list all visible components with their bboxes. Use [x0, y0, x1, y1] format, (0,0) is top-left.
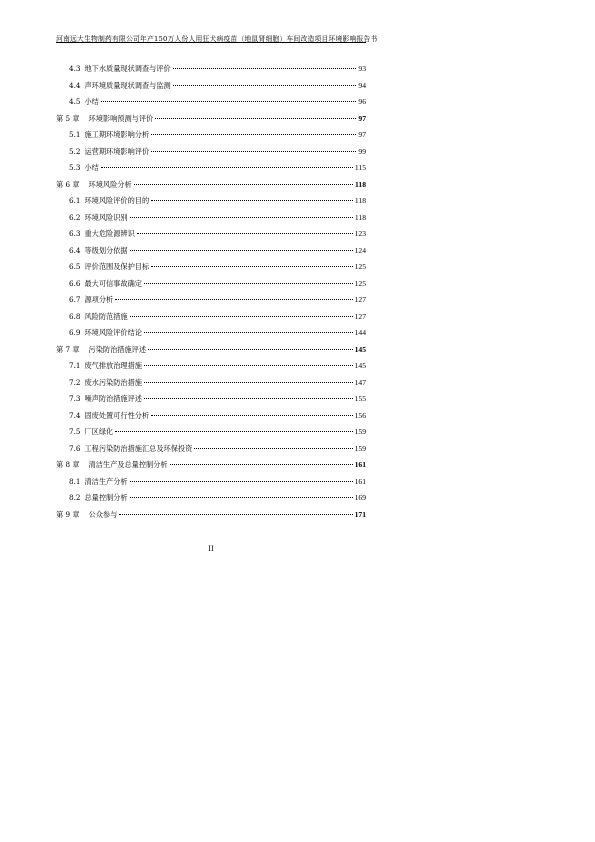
toc-entry-page: 118	[355, 179, 366, 189]
toc-entry-title: 环境风险分析	[88, 179, 132, 189]
toc-entry-number: 7.5	[69, 427, 81, 436]
toc-entry-number: 6.7	[69, 295, 81, 304]
toc-entry-page: 125	[354, 262, 366, 271]
toc-entry-title: 重大危险源辨识	[84, 229, 135, 238]
toc-chapter-entry[interactable]	[56, 457, 366, 474]
toc-entry-number: 6.5	[69, 262, 81, 271]
header-divider	[56, 42, 366, 43]
toc-entry-page: 159	[354, 443, 366, 453]
toc-entry-number: 4.4	[69, 80, 81, 90]
toc-dot-leader	[115, 431, 352, 432]
toc-section-entry[interactable]	[56, 375, 366, 392]
toc-entry-number: 4.3	[69, 64, 81, 73]
toc-section-entry[interactable]	[56, 424, 366, 441]
toc-entry-title: 总量控制分析	[84, 493, 128, 502]
toc-entry-page: 171	[354, 509, 366, 519]
toc-section-entry[interactable]	[56, 243, 366, 260]
page-number: II	[208, 545, 214, 553]
page-header: 河南远大生物制药有限公司年产150万人份人用狂犬病疫苗（地鼠肾细胞）车间改造项目环境影响报告书	[56, 35, 378, 43]
toc-entry-title: 环境风险识别	[84, 212, 128, 222]
toc-entry-title: 等级划分依据	[84, 245, 128, 255]
toc-section-entry[interactable]	[56, 441, 366, 458]
toc-entry-title: 清洁生产及总量控制分析	[88, 460, 168, 469]
toc-section-entry[interactable]	[56, 127, 366, 144]
toc-entry-page: 147	[354, 377, 366, 387]
toc-dot-leader	[144, 382, 353, 383]
toc-entry-page: 155	[354, 394, 366, 403]
toc-entry-page: 94	[358, 80, 366, 90]
toc-entry-title: 地下水质量现状调查与评价	[84, 64, 171, 73]
toc-entry-page: 169	[354, 493, 366, 502]
toc-dot-leader	[137, 233, 353, 234]
toc-chapter-entry[interactable]	[56, 507, 366, 524]
toc-entry-title: 环境影响预测与评价	[88, 113, 154, 123]
toc-dot-leader	[134, 184, 353, 185]
toc-entry-page: 125	[354, 278, 366, 288]
toc-dot-leader	[101, 167, 353, 168]
toc-entry-page: 96	[358, 97, 366, 106]
toc-entry-number: 6.6	[69, 278, 81, 288]
toc-entry-page: 118	[354, 196, 366, 205]
toc-entry-page: 156	[354, 410, 366, 420]
toc-entry-number: 7.2	[69, 377, 81, 387]
toc-dot-leader	[173, 85, 357, 86]
toc-dot-leader	[130, 217, 353, 218]
toc-section-entry[interactable]	[56, 259, 366, 276]
toc-entry-number: 第 5 章	[56, 113, 80, 123]
toc-entry-page: 159	[354, 427, 366, 436]
toc-dot-leader	[151, 200, 353, 201]
toc-dot-leader	[115, 299, 352, 300]
toc-dot-leader	[130, 497, 353, 498]
toc-entry-number: 7.6	[69, 443, 81, 453]
toc-entry-title: 公众参与	[88, 509, 118, 519]
toc-section-entry[interactable]	[56, 226, 366, 243]
toc-dot-leader	[151, 415, 352, 416]
toc-dot-leader	[144, 332, 353, 333]
toc-dot-leader	[119, 514, 352, 515]
toc-entry-page: 97	[358, 130, 366, 139]
toc-entry-title: 废气排放治理措施	[84, 361, 142, 370]
toc-entry-title: 废水污染防治措施	[84, 377, 142, 387]
toc-entry-title: 声环境质量现状调查与监测	[84, 80, 171, 90]
toc-dot-leader	[148, 349, 353, 350]
toc-entry-title: 最大可信事故确定	[84, 278, 142, 288]
toc-entry-page: 115	[354, 163, 366, 172]
toc-entry-number: 5.3	[69, 163, 81, 172]
toc-entry-title: 污染防治措施评述	[88, 344, 147, 354]
toc-entry-title: 评价范围及保护目标	[84, 262, 150, 271]
toc-entry-number: 6.2	[69, 212, 81, 222]
toc-section-entry[interactable]	[56, 490, 366, 507]
toc-entry-page: 127	[354, 311, 366, 321]
toc-section-entry[interactable]	[56, 160, 366, 177]
toc-dot-leader	[130, 250, 353, 251]
toc-section-entry[interactable]	[56, 210, 366, 227]
toc-entry-title: 清洁生产分析	[84, 476, 128, 486]
toc-section-entry[interactable]	[56, 193, 366, 210]
toc-entry-number: 第 6 章	[56, 179, 80, 189]
toc-entry-page: 97	[358, 113, 366, 123]
toc-entry-title: 噪声防治措施评述	[84, 394, 142, 403]
toc-entry-page: 161	[354, 460, 366, 469]
toc-section-entry[interactable]	[56, 408, 366, 425]
toc-dot-leader	[151, 151, 356, 152]
toc-entry-number: 4.5	[69, 97, 81, 106]
toc-section-entry[interactable]	[56, 144, 366, 161]
toc-section-entry[interactable]	[56, 391, 366, 408]
toc-entry-number: 第 8 章	[56, 460, 80, 469]
toc-entry-number: 第 7 章	[56, 344, 80, 354]
toc-chapter-entry[interactable]	[56, 342, 366, 359]
toc-dot-leader	[151, 134, 356, 135]
toc-chapter-entry[interactable]	[56, 177, 366, 194]
toc-entry-number: 7.4	[69, 410, 81, 420]
toc-entry-title: 工程污染防治措施汇总及环保投资	[84, 443, 193, 453]
toc-entry-number: 6.3	[69, 229, 81, 238]
toc-dot-leader	[194, 448, 352, 449]
toc-entry-title: 固废处置可行性分析	[84, 410, 150, 420]
toc-dot-leader	[155, 118, 356, 119]
toc-dot-leader	[144, 365, 353, 366]
toc-section-entry[interactable]	[56, 309, 366, 326]
toc-entry-number: 8.2	[69, 493, 81, 502]
toc-section-entry[interactable]	[56, 358, 366, 375]
toc-entry-page: 145	[354, 361, 366, 370]
toc-section-entry[interactable]	[56, 94, 366, 111]
toc-entry-number: 6.1	[69, 196, 81, 205]
toc-entry-number: 5.1	[69, 130, 81, 139]
toc-entry-page: 161	[354, 476, 366, 486]
toc-entry-number: 7.3	[69, 394, 81, 403]
toc-entry-page: 145	[354, 344, 366, 354]
toc-entry-number: 6.9	[69, 328, 81, 337]
table-of-contents	[56, 61, 366, 523]
toc-entry-page: 99	[358, 146, 366, 156]
toc-entry-page: 127	[354, 295, 366, 304]
toc-entry-title: 小结	[84, 97, 99, 106]
toc-entry-number: 7.1	[69, 361, 81, 370]
toc-entry-title: 小结	[84, 163, 99, 172]
toc-entry-page: 144	[354, 328, 366, 337]
toc-dot-leader	[170, 464, 353, 465]
toc-section-entry[interactable]	[56, 78, 366, 95]
toc-section-entry[interactable]	[56, 325, 366, 342]
toc-section-entry[interactable]	[56, 276, 366, 293]
toc-dot-leader	[130, 481, 353, 482]
toc-entry-number: 6.4	[69, 245, 81, 255]
toc-section-entry[interactable]	[56, 292, 366, 309]
toc-entry-number: 8.1	[69, 476, 81, 486]
toc-section-entry[interactable]	[56, 474, 366, 491]
toc-dot-leader	[173, 68, 357, 69]
toc-entry-title: 环境风险评价的目的	[84, 196, 150, 205]
toc-dot-leader	[151, 266, 352, 267]
toc-chapter-entry[interactable]	[56, 111, 366, 128]
toc-entry-title: 施工期环境影响分析	[84, 130, 150, 139]
toc-section-entry[interactable]	[56, 61, 366, 78]
toc-entry-title: 厂区绿化	[84, 427, 114, 436]
toc-dot-leader	[144, 398, 353, 399]
toc-entry-page: 124	[354, 245, 366, 255]
toc-entry-page: 118	[354, 212, 366, 222]
toc-dot-leader	[101, 101, 357, 102]
toc-entry-title: 源项分析	[84, 295, 114, 304]
toc-entry-number: 6.8	[69, 311, 81, 321]
toc-entry-number: 5.2	[69, 146, 81, 156]
toc-entry-title: 环境风险评价结论	[84, 328, 142, 337]
toc-entry-title: 运营期环境影响评价	[84, 146, 150, 156]
toc-entry-title: 风险防范措施	[84, 311, 128, 321]
toc-entry-page: 123	[354, 229, 366, 238]
toc-entry-number: 第 9 章	[56, 509, 80, 519]
toc-entry-page: 93	[358, 64, 366, 73]
toc-dot-leader	[144, 283, 353, 284]
toc-dot-leader	[130, 316, 353, 317]
